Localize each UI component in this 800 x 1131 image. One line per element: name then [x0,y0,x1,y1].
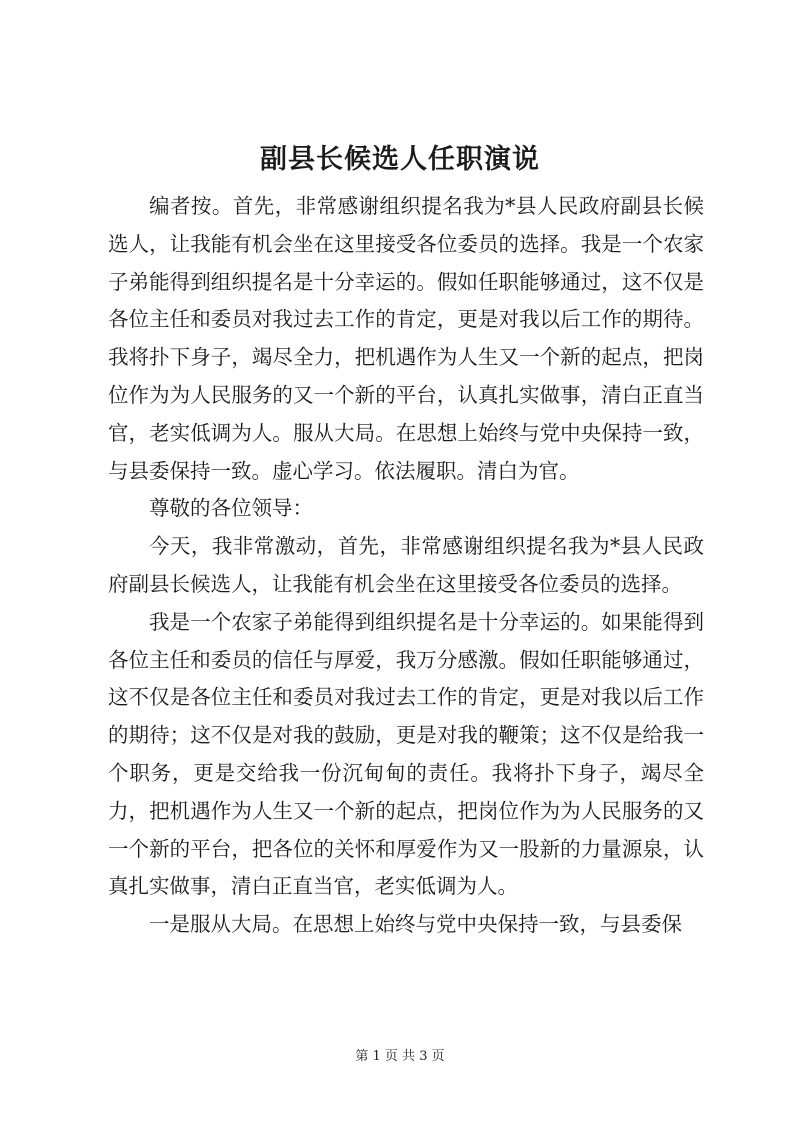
page-footer: 第 1 页 共 3 页 [355,1049,445,1064]
paragraph-salutation: 尊敬的各位领导： [149,496,313,521]
document-title: 副县长候选人任职演说 [260,144,540,175]
paragraph-gratitude: 我是一个农家子弟能得到组织提名是十分幸运的。如果能得到各位主任和委员的信任与厚爱，我万分感激。假如任职能够通过，这不仅是各位主任和委员对我过去工作的肯定，更是对我以后工作的期待；这不仅是对我的鼓励，更是对我的鞭策；这不仅是给我一个职务，更是交给我一份沉甸甸的责任。我将扑下身子，竭尽全力，把机遇作为人生又一个新的起点，把岗位作为为人民服务的又一个新的平台，把各位的关怀和厚爱作为又一股新的力量源泉，认真扎实做事，清白正直当官，老实低调为人。 [108,609,704,899]
paragraph-opening: 今天，我非常激动，首先，非常感谢组织提名我为*县人民政府副县长候选人，让我能有机会坐在这里接受各位委员的选择。 [108,534,704,596]
paragraph-editor-note: 编者按。首先，非常感谢组织提名我为*县人民政府副县长候选人，让我能有机会坐在这里接受各位委员的选择。我是一个农家子弟能得到组织提名是十分幸运的。假如任职能够通过，这不仅是各位主任和委员对我过去工作的肯定，更是对我以后工作的期待。我将扑下身子，竭尽全力，把机遇作为人生又一个新的起点，把岗位作为为人民服务的又一个新的平台，认真扎实做事，清白正直当官，老实低调为人。服从大局。在思想上始终与党中央保持一致，与县委保持一致。虚心学习。依法履职。清白为官。 [108,194,704,483]
document-body [108,188,704,944]
paragraph-point-one: 一是服从大局。在思想上始终与党中央保持一致，与县委保 [149,912,682,937]
